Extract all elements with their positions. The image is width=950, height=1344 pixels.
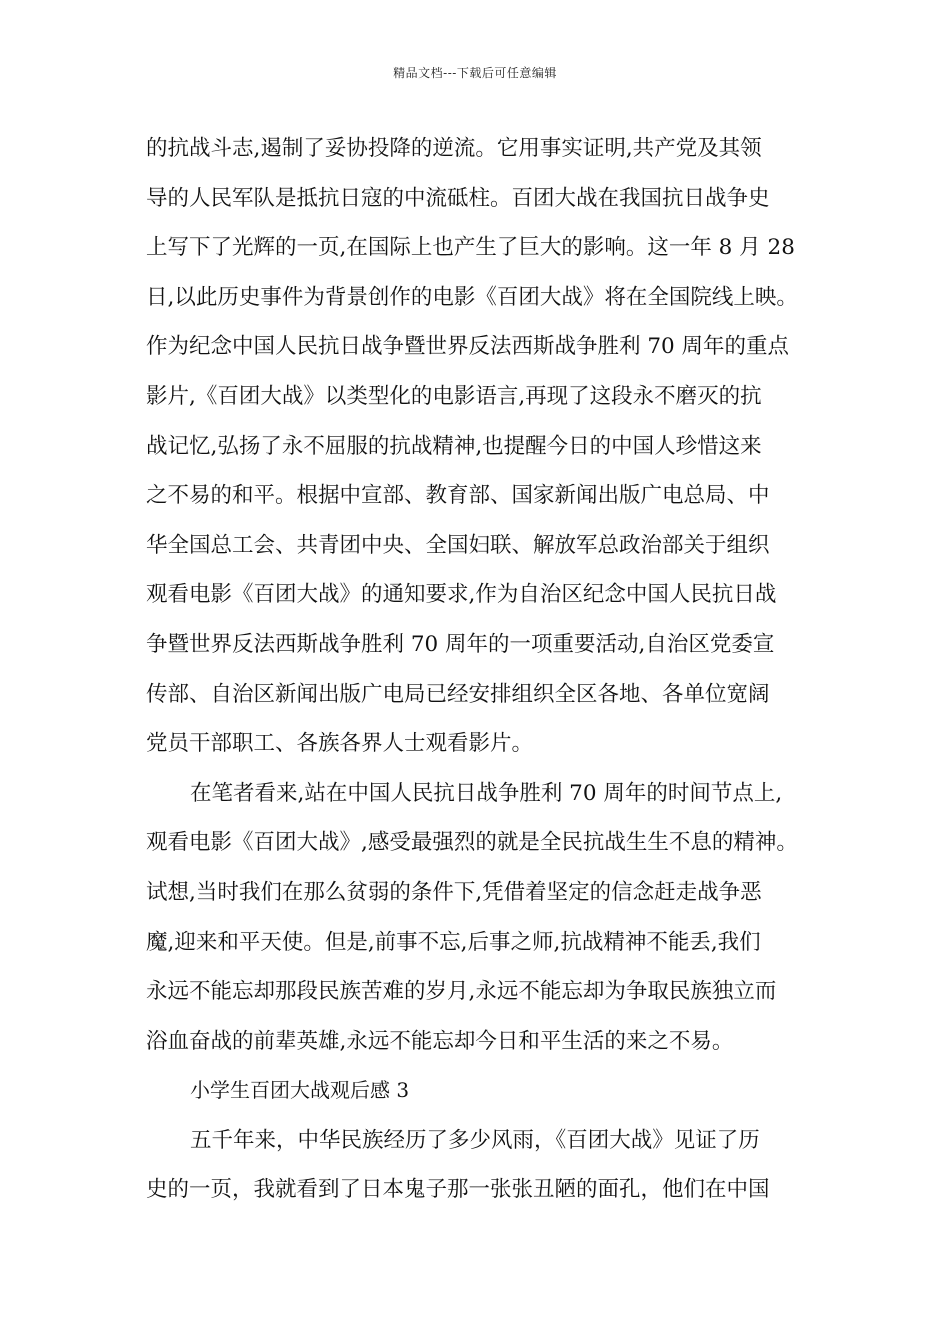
text-line: 上写下了光辉的一页,在国际上也产生了巨大的影响。这一年 8 月 28 [146, 235, 795, 261]
text-line: 永远不能忘却那段民族苦难的岁月,永远不能忘却为争取民族独立而 [146, 979, 777, 1005]
text-line: 争暨世界反法西斯战争胜利 70 周年的一项重要活动,自治区党委宣 [146, 631, 775, 657]
text-line: 华全国总工会、共青团中央、全国妇联、解放军总政治部关于组织 [146, 532, 770, 558]
document-body [146, 124, 816, 1215]
text-line: 史的一页，我就看到了日本鬼子那一张张丑陋的面孔，他们在中国 [146, 1177, 770, 1203]
text-line: 魔,迎来和平天使。但是,前事不忘,后事之师,抗战精神不能丢,我们 [146, 929, 761, 955]
text-line: 观看电影《百团大战》的通知要求,作为自治区纪念中国人民抗日战 [146, 582, 777, 608]
section-title: 小学生百团大战观后感 3 [190, 1078, 410, 1103]
text-line: 作为纪念中国人民抗日战争暨世界反法西斯战争胜利 70 周年的重点 [146, 334, 790, 360]
text-line: 的抗战斗志,遏制了妥协投降的逆流。它用事实证明,共产党及其领 [146, 136, 762, 161]
text-line: 党员干部职工、各族各界人士观看影片。 [146, 731, 534, 757]
section-heading [146, 1066, 816, 1116]
paragraph-2 [146, 769, 816, 1067]
text-line: 浴血奋战的前辈英雄,永远不能忘却今日和平生活的来之不易。 [146, 1028, 734, 1054]
text-line: 在笔者看来,站在中国人民抗日战争胜利 70 周年的时间节点上, [190, 780, 783, 806]
page-header: 精品文档---下载后可任意编辑 [393, 66, 557, 80]
text-line: 之不易的和平。根据中宣部、教育部、国家新闻出版广电总局、中 [146, 483, 770, 509]
text-line: 影片,《百团大战》以类型化的电影语言,再现了这段永不磨灭的抗 [146, 383, 762, 409]
text-line: 五千年来，中华民族经历了多少风雨，《百团大战》见证了历 [190, 1127, 760, 1153]
paragraph-3 [146, 1116, 816, 1215]
text-line: 导的人民军队是抵抗日寇的中流砥柱。百团大战在我国抗日战争史 [146, 185, 770, 211]
text-line: 战记忆,弘扬了永不屈服的抗战精神,也提醒今日的中国人珍惜这来 [146, 433, 762, 459]
text-line: 日,以此历史事件为背景创作的电影《百团大战》将在全国院线上映。 [146, 284, 798, 310]
text-line: 观看电影《百团大战》,感受最强烈的就是全民抗战生生不息的精神。 [146, 830, 798, 856]
paragraph-1 [146, 124, 816, 769]
text-line: 传部、自治区新闻出版广电局已经安排组织全区各地、各单位宽阔 [146, 681, 770, 707]
text-line: 试想,当时我们在那么贫弱的条件下,凭借着坚定的信念赶走战争恶 [146, 879, 762, 905]
